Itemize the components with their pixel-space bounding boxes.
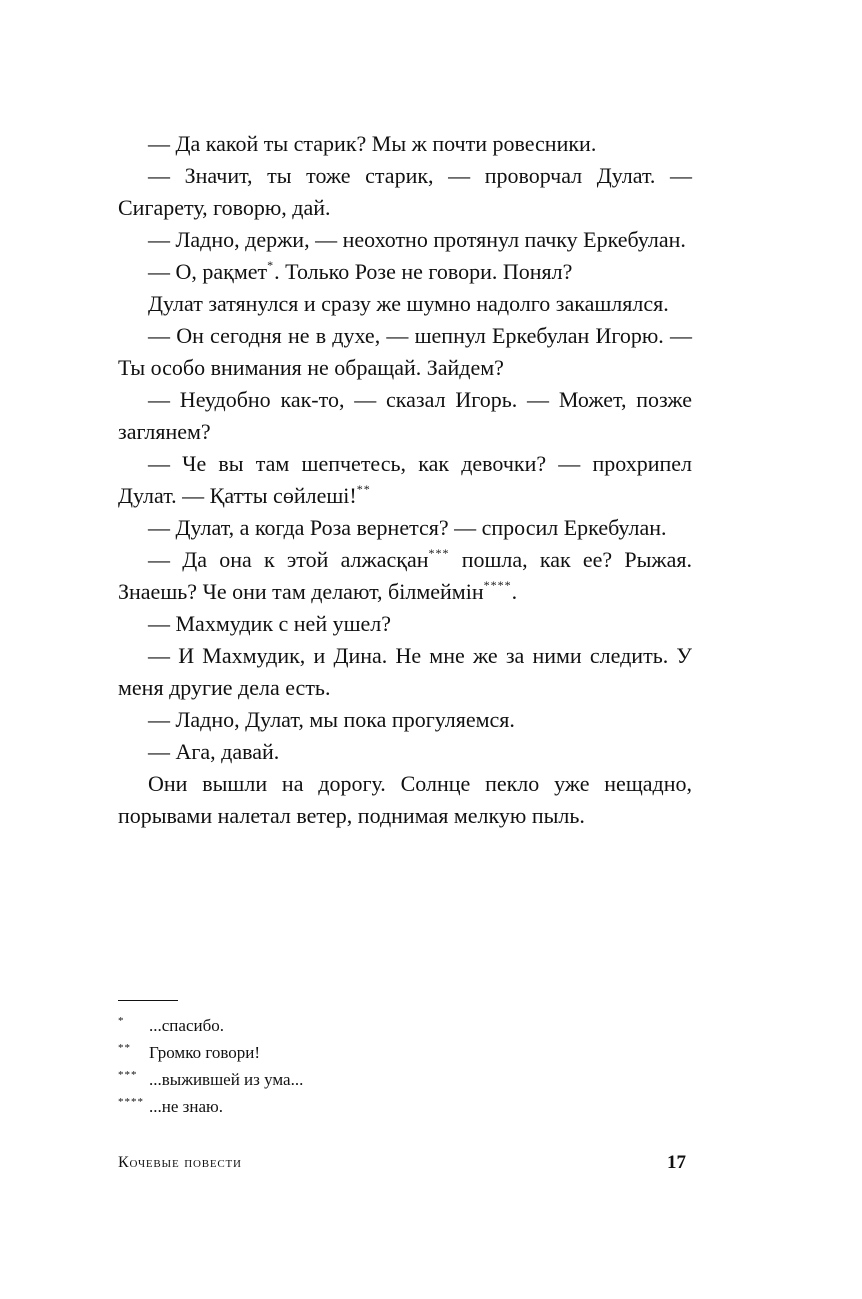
footnotes — [118, 1012, 692, 1120]
footnote — [118, 1039, 692, 1066]
footnote-text: ...спасибо. — [149, 1016, 224, 1035]
footnote-text: Громко говори! — [149, 1043, 261, 1062]
footnote-ref: *** — [428, 545, 450, 560]
footnote — [118, 1066, 692, 1093]
paragraph — [118, 448, 692, 512]
running-head: Кочевые повести — [118, 1154, 242, 1171]
paragraph: — Значит, ты тоже старик, — проворчал Дулат. — Сигарету, говорю, дай. — [118, 163, 692, 220]
paragraph-text: пошла, как ее? Рыжая. Знаешь? Че они там делают, білмеймін — [118, 547, 692, 604]
footnote-mark: *** — [118, 1069, 138, 1081]
paragraph: — Он сегодня не в духе, — шепнул Еркебулан Игорю. — Ты особо внимания не обращай. Зайдем? — [118, 323, 692, 380]
footnote-mark: ** — [118, 1042, 131, 1054]
paragraph: — Да какой ты старик? Мы ж почти ровесники. — [148, 131, 597, 156]
footnote — [118, 1012, 692, 1039]
footnote — [118, 1093, 692, 1120]
paragraph-text: . Только Розе не говори. Понял? — [274, 259, 573, 284]
paragraph: — И Махмудик, и Дина. Не мне же за ними следить. У меня другие дела есть. — [118, 643, 692, 700]
footnote-ref: **** — [483, 577, 512, 592]
footnote-mark: * — [118, 1015, 125, 1027]
paragraph: — Ага, давай. — [148, 739, 280, 764]
paragraph-text: — Да она к этой алжасқан — [148, 547, 429, 572]
footnote-text: ...выжившей из ума... — [149, 1070, 304, 1089]
paragraph-text: — О, рақмет — [148, 259, 268, 284]
paragraph: Они вышли на дорогу. Солнце пекло уже нещадно, порывами налетал ветер, поднимая мелкую пыль. — [118, 771, 692, 828]
footnote-divider — [118, 1000, 178, 1001]
paragraph: — Махмудик с ней ушел? — [148, 611, 392, 636]
footnote-ref: * — [267, 257, 275, 272]
paragraph — [118, 256, 692, 288]
footnote-text: ...не знаю. — [149, 1097, 223, 1116]
footnote-ref: ** — [356, 481, 371, 496]
paragraph — [118, 544, 692, 608]
footnote-mark: **** — [118, 1096, 144, 1108]
page-number: 17 — [667, 1152, 686, 1173]
paragraph-text: . — [511, 579, 518, 604]
main-text — [118, 128, 692, 832]
paragraph: — Дулат, а когда Роза вернется? — спросил Еркебулан. — [148, 515, 667, 540]
paragraph: — Ладно, держи, — неохотно протянул пачку Еркебулан. — [148, 227, 686, 252]
paragraph: — Неудобно как-то, — сказал Игорь. — Может, позже заглянем? — [118, 387, 692, 444]
paragraph: — Ладно, Дулат, мы пока прогуляемся. — [148, 707, 515, 732]
paragraph-text: — Че вы там шепчетесь, как девочки? — прохрипел Дулат. — Қатты сөйлеші! — [118, 451, 692, 508]
paragraph: Дулат затянулся и сразу же шумно надолго закашлялся. — [148, 291, 669, 316]
